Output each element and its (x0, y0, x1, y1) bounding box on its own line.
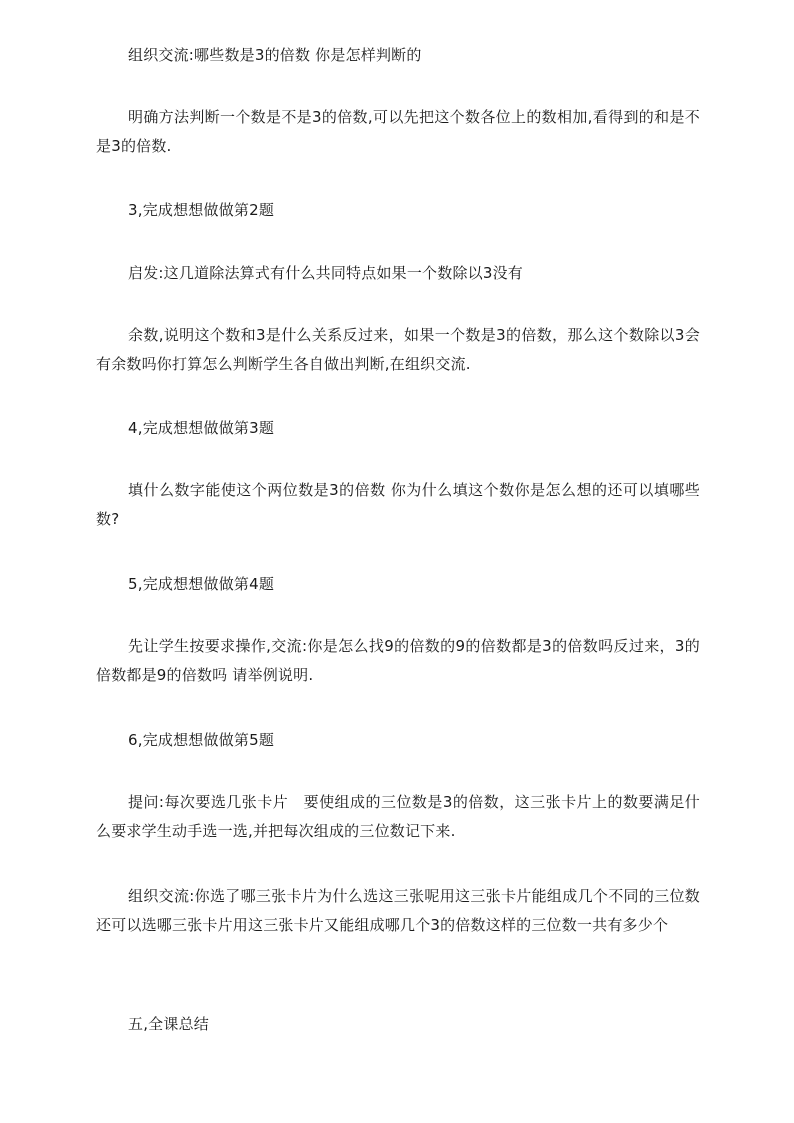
heading-exercise-5: 6,完成想想做做第5题 (128, 731, 275, 749)
heading-exercise-4: 5,完成想想做做第4题 (128, 575, 275, 593)
paragraph-method-explanation: 明确方法判断一个数是不是3的倍数,可以先把这个数各位上的数相加,看得到的和是不是3的倍数. (96, 108, 700, 155)
heading-exercise-2: 3,完成想想做做第2题 (128, 201, 275, 219)
heading-exercise-3: 4,完成想想做做第3题 (128, 419, 275, 437)
paragraph-card-discussion: 组织交流:你选了哪三张卡片为什么选这三张呢用这三张卡片能组成几个不同的三位数还可以选哪三张卡片用这三张卡片又能组成哪几个3的倍数这样的三位数一共有多少个 (96, 887, 700, 934)
paragraph-discussion-question: 组织交流:哪些数是3的倍数 你是怎样判断的 (128, 46, 422, 64)
paragraph-card-question: 提问:每次要选几张卡片 要使组成的三位数是3的倍数，这三张卡片上的数要满足什么要求学生动手选一选,并把每次组成的三位数记下来. (96, 793, 700, 840)
paragraph-fill-digit: 填什么数字能使这个两位数是3的倍数 你为什么填这个数你是怎么想的还可以填哪些数? (96, 481, 700, 528)
paragraph-hint-division: 启发:这几道除法算式有什么共同特点如果一个数除以3没有 (128, 264, 523, 282)
paragraph-remainder-question: 余数,说明这个数和3是什么关系反过来，如果一个数是3的倍数，那么这个数除以3会有余数吗你打算怎么判断学生各自做出判断,在组织交流. (96, 326, 700, 373)
heading-lesson-summary: 五,全课总结 (128, 1015, 209, 1033)
paragraph-multiples-of-9: 先让学生按要求操作,交流:你是怎么找9的倍数的9的倍数都是3的倍数吗反过来，3的倍数都是9的倍数吗 请举例说明. (96, 637, 700, 684)
